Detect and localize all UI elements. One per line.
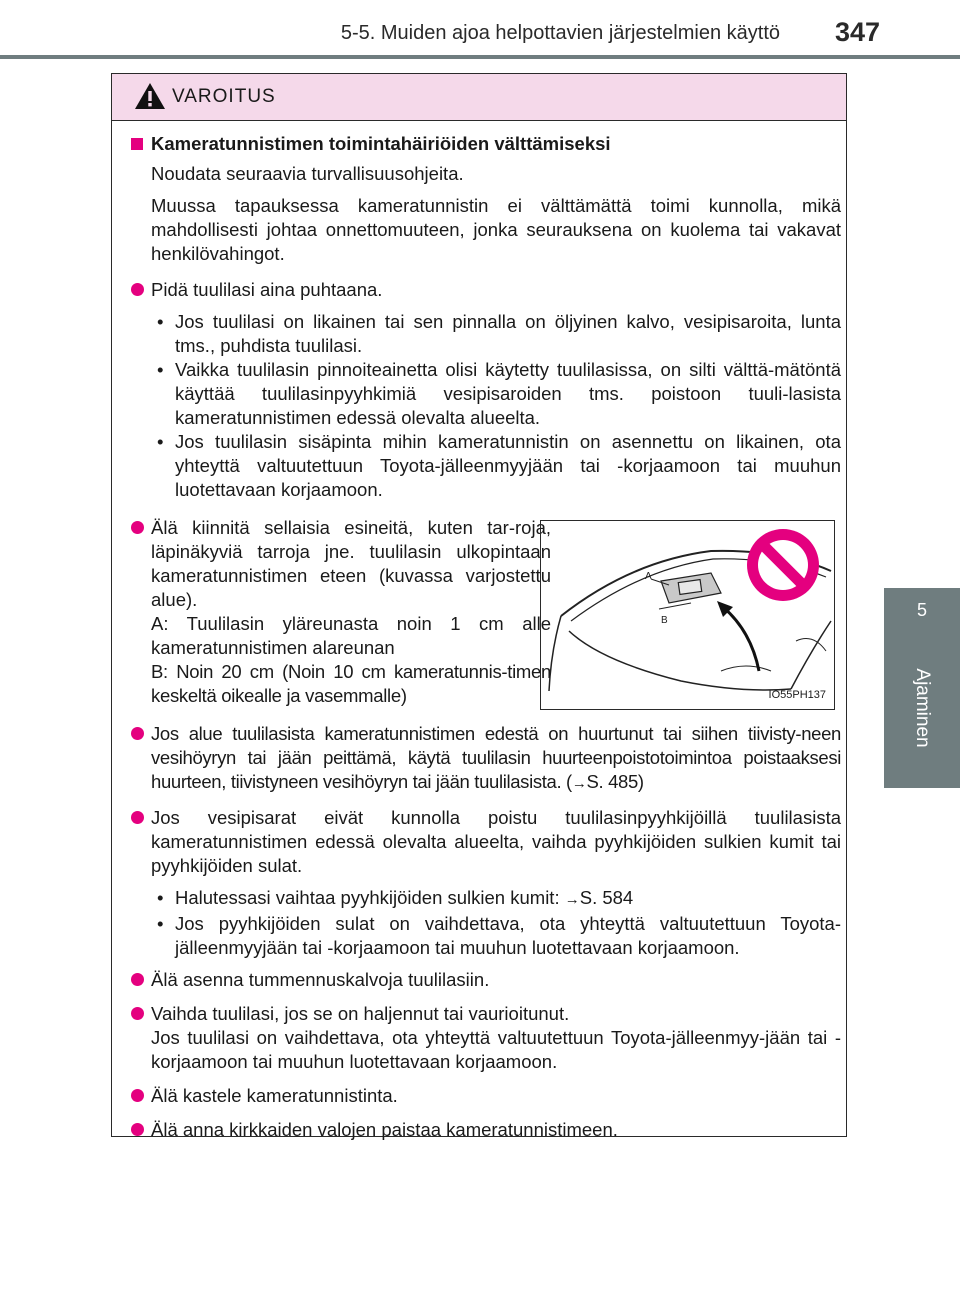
bullet-item — [129, 516, 551, 708]
sub-item-text: Jos tuulilasi on likainen tai sen pinnalla on öljyinen kalvo, vesipisaroita, lunta tms., puhdista tuulilasi. — [175, 311, 841, 356]
figure-label-b: B — [661, 615, 668, 626]
label-a-note: A: Tuulilasin yläreunasta noin 1 cm alle kameratunnistimen alareunan — [151, 613, 551, 658]
header-divider — [0, 55, 960, 59]
sub-item: • Vaikka tuulilasin pinnoiteainetta olisi käytetty tuulilasissa, on silti välttä-mätöntä käyttää tuulilasinpyyhkimiä vesipisaroiden tms. poistoon tuuli-lasista kameratunnistimen edessä olevalta alueelta. — [157, 359, 841, 428]
warning-title: VAROITUS — [172, 86, 276, 107]
chapter-number: 5 — [916, 600, 927, 620]
page-reference: S. 485) — [586, 771, 644, 792]
bullet-text: Älä anna kirkkaiden valojen paistaa kameratunnistimeen. — [151, 1119, 618, 1140]
section-heading — [129, 132, 841, 156]
figure-id: IO55PH137 — [768, 689, 826, 701]
square-bullet-icon — [131, 138, 143, 150]
page-number: 347 — [834, 17, 880, 47]
windshield-figure — [540, 520, 835, 710]
intro-paragraph: Noudata seuraavia turvallisuusohjeita. — [151, 163, 464, 184]
sub-item-text: Jos tuulilasin sisäpinta mihin kameratunnistin on asennettu on likainen, ota yhteyttä valtuutettuun Toyota-jälleenmyyjään tai -korjaamoon tai muuhun luotettavaan korjaamoon. — [175, 431, 841, 500]
figure-label-a: A — [645, 571, 652, 582]
heading-text: Kameratunnistimen toimintahäiriöiden välttämiseksi — [151, 133, 611, 154]
bullet-text: Jos vesipisarat eivät kunnolla poistu tuulilasinpyyhkijöillä tuulilasista kameratunnistimen edessä olevalta alueelta, vaihda pyyhkijöiden sulkien kumit tai pyyhkijöiden sulat. — [151, 807, 841, 876]
sub-item: • Halutessasi vaihtaa pyyhkijöiden sulkien kumit: →S. 584 — [157, 887, 634, 908]
sub-list — [129, 310, 841, 502]
figure-row — [129, 516, 841, 712]
sub-list — [129, 886, 841, 960]
sub-item: • Jos tuulilasi on likainen tai sen pinnalla on öljyinen kalvo, vesipisaroita, lunta tms., puhdista tuulilasi. — [157, 311, 841, 356]
bullet-dot-icon — [131, 1007, 144, 1020]
bullet-text: Jos tuulilasi on vaihdettava, ota yhteyttä valtuutettuun Toyota-jälleenmyy-jään tai -korjaamoon tai muuhun luotettavaan korjaamoon. — [151, 1027, 841, 1072]
warning-triangle-icon — [134, 82, 166, 110]
sub-item: • Jos pyyhkijöiden sulat on vaihdettava, ota yhteyttä valtuutettuun Toyota-jälleenmyyjään tai -korjaamoon tai muuhun luotettavaan korjaamoon. — [157, 913, 841, 958]
bullet-item — [129, 278, 841, 302]
bullet-item — [129, 806, 841, 878]
intro-paragraph: Muussa tapauksessa kameratunnistin ei välttämättä toimi kunnolla, mikä mahdollisesti johtaa onnettomuuteen, jonka seurauksena on kuolema tai vakavat henkilövahingot. — [151, 195, 841, 264]
bullet-item — [129, 1084, 841, 1108]
bullet-item — [129, 722, 841, 796]
arrow-ref-icon: → — [571, 775, 587, 792]
page-reference: S. 584 — [579, 887, 634, 908]
sub-item-text: Vaikka tuulilasin pinnoiteainetta olisi käytetty tuulilasissa, on silti välttä-mätöntä käyttää tuulilasinpyyhkimiä vesipisaroiden tms. poistoon tuuli-lasista kameratunnistimen edessä olevalta alueelta. — [175, 359, 841, 428]
sub-item: • Jos tuulilasin sisäpinta mihin kameratunnistin on asennettu on likainen, ota yhteyttä valtuutettuun Toyota-jälleenmyyjään tai -korjaamoon tai muuhun luotettavaan korjaamoon. — [157, 431, 841, 500]
chapter-label: Ajaminen — [912, 668, 933, 748]
windshield-illustration — [541, 521, 834, 709]
bullet-item — [129, 968, 841, 992]
section-title: 5-5. Muiden ajoa helpottavien järjestelmien käyttö — [340, 22, 780, 44]
bullet-dot-icon — [131, 1089, 144, 1102]
warning-header — [112, 74, 846, 121]
prohibited-icon — [747, 529, 819, 601]
bullet-text: Älä kastele kameratunnistinta. — [151, 1085, 398, 1106]
bullet-item — [129, 1118, 841, 1142]
arrow-ref-icon: → — [564, 891, 580, 908]
bullet-text: Pidä tuulilasi aina puhtaana. — [151, 279, 383, 300]
bullet-dot-icon — [131, 973, 144, 986]
label-b-note: B: Noin 20 cm (Noin 10 cm kameratunnis-timen keskeltä oikealle ja vasemmalle) — [151, 661, 551, 706]
bullet-text: Vaihda tuulilasi, jos se on haljennut tai vaurioitunut. — [151, 1003, 570, 1024]
chapter-tab — [884, 588, 960, 788]
bullet-text: Älä asenna tummennuskalvoja tuulilasiin. — [151, 969, 490, 990]
bullet-item — [129, 1002, 841, 1074]
bullet-dot-icon — [131, 283, 144, 296]
bullet-text: Jos alue tuulilasista kameratunnistimen edestä on huurtunut tai siihen tiivisty-neen vesihöyryn tai jään peittämä, käytä tuulilasin huurteenpoistotoimintoa poistaaksesi huurteen, tiivistyneen vesihöyryn tai jään tuulilasista. ( — [151, 723, 841, 792]
warning-box — [111, 73, 847, 1140]
bullet-dot-icon — [131, 1123, 144, 1136]
bullet-dot-icon — [131, 811, 144, 824]
warning-content — [129, 132, 841, 1152]
sub-item-text: Halutessasi vaihtaa pyyhkijöiden sulkien kumit: — [175, 887, 565, 908]
page-header — [0, 0, 960, 60]
sub-item-text: Jos pyyhkijöiden sulat on vaihdettava, ota yhteyttä valtuutettuun Toyota-jälleenmyyjään tai -korjaamoon tai muuhun luotettavaan korjaamoon. — [175, 913, 841, 958]
bullet-text: Älä kiinnitä sellaisia esineitä, kuten tar-roja, läpinäkyviä tarroja jne. tuulilasin ulkopintaan kameratunnistimen eteen (kuvassa varjostettu alue). — [151, 517, 551, 610]
bullet-dot-icon — [131, 521, 144, 534]
bullet-dot-icon — [131, 727, 144, 740]
